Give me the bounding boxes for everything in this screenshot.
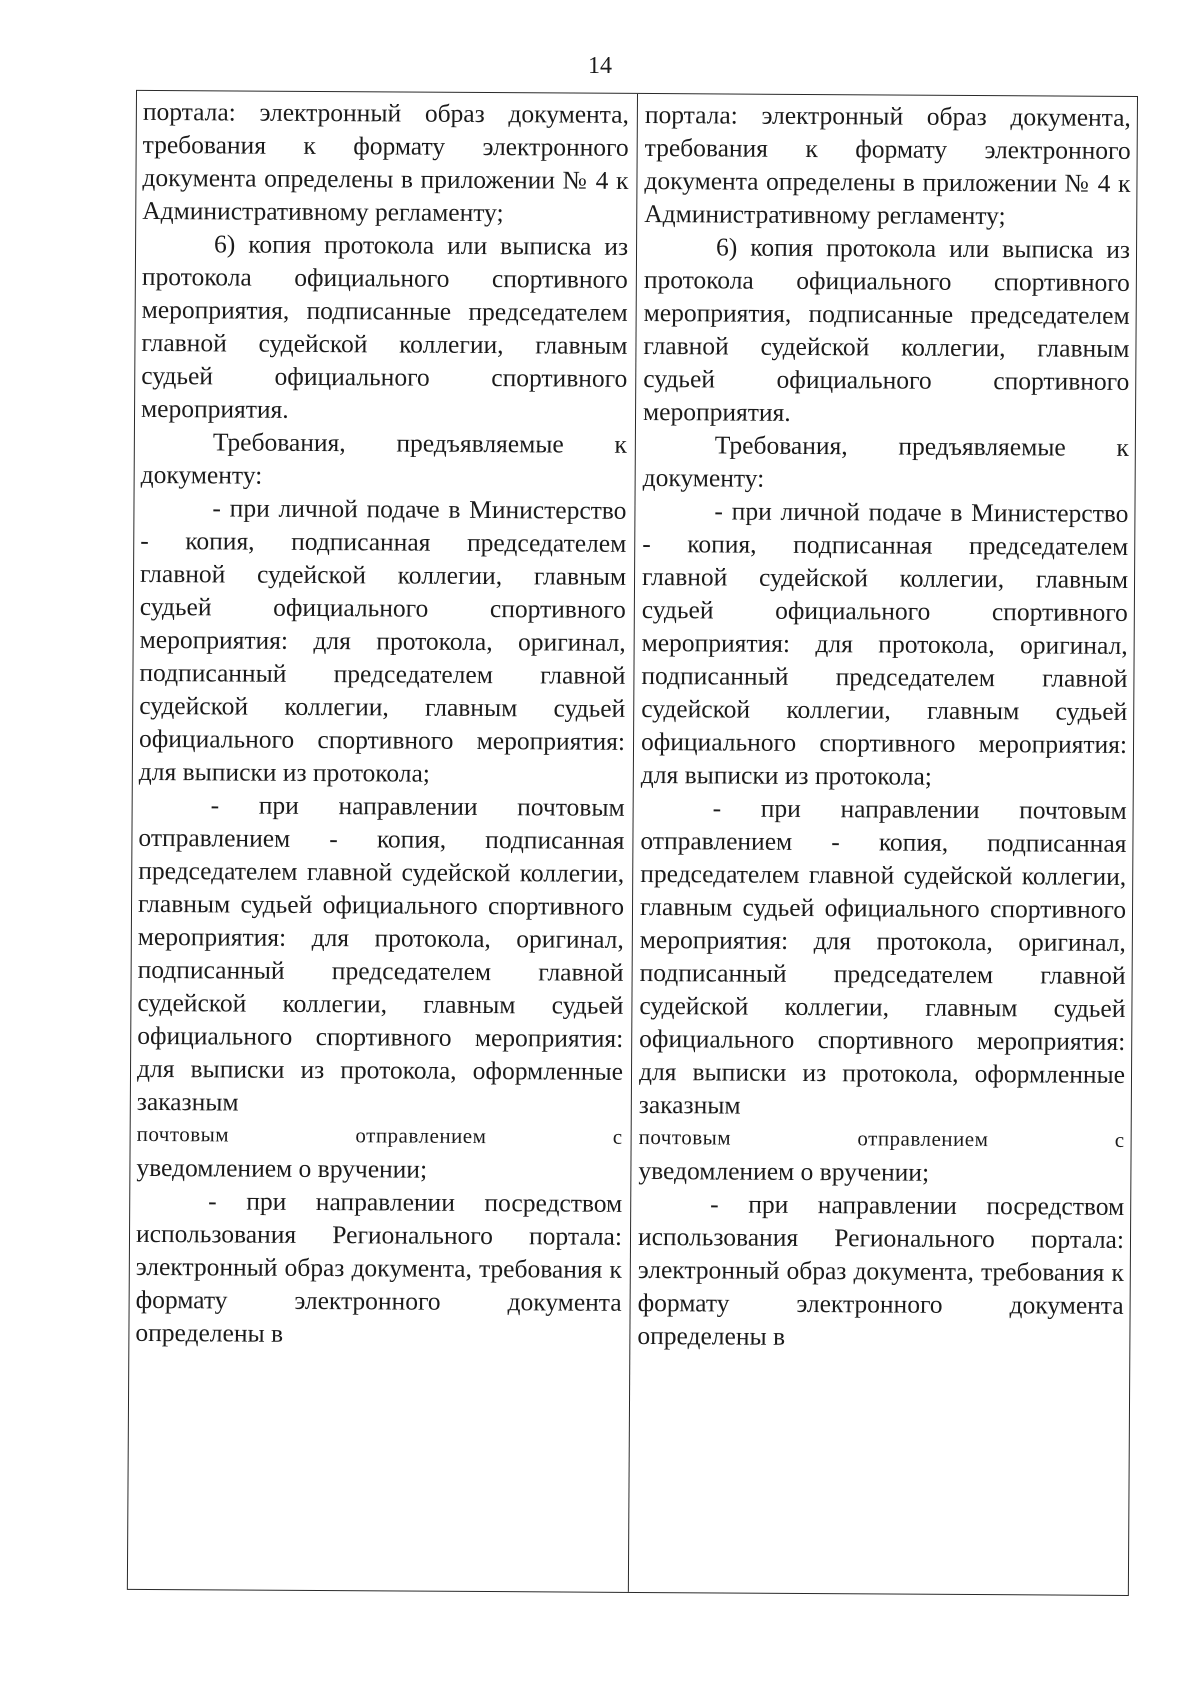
paragraph: портала: электронный образ документа, требования к формату электронного документа определены в приложении № 4 к Административному регламенту; bbox=[644, 99, 1131, 231]
left-column bbox=[135, 95, 629, 1352]
column-divider bbox=[628, 94, 638, 1592]
paragraph: - при личной подаче в Министерство - копия, подписанная председателем главной судейской коллегии, главным судьей официального спортивного мероприятия: для протокола, оригинал, подписанный председателем главной судейской коллегии, главным судьей официального спортивного мероприятия: для выписки из протокола; bbox=[640, 496, 1129, 791]
paragraph: уведомлением о вручении; bbox=[136, 1152, 428, 1184]
paragraph: уведомлением о вручении; bbox=[638, 1155, 930, 1187]
paragraph: - при направлении почтовым отправлением - копия, подписанная председателем главной судейской коллегии, главным судьей официального спортивного мероприятия: для протокола, оригинал, подписанный председателем главной судейской коллегии, главным судьей официального спортивного мероприятия: для выписки из протокола, оформленные заказным bbox=[638, 793, 1127, 1120]
paragraph: - при направлении посредством использования Регионального портала: электронный образ документа, требования к формату электронного документа определены в bbox=[135, 1186, 623, 1348]
comparison-table bbox=[127, 90, 1138, 1596]
paragraph: - при направлении почтовым отправлением - копия, подписанная председателем главной судейской коллегии, главным судьей официального спортивного мероприятия: для протокола, оригинал, подписанный председателем главной судейской коллегии, главным судьей официального спортивного мероприятия: для выписки из протокола, оформленные заказным bbox=[136, 790, 625, 1117]
paragraph: Требования, предъявляемые к документу: bbox=[642, 430, 1129, 493]
paragraph: 6) копия протокола или выписка из протокола официального спортивного мероприятия, подписанные председателем главной судейской коллегии, главным судьей официального спортивного мероприятия. bbox=[140, 229, 629, 424]
paragraph: 6) копия протокола или выписка из протокола официального спортивного мероприятия, подписанные председателем главной судейской коллегии, главным судьей официального спортивного мероприятия. bbox=[642, 232, 1131, 427]
page-number: 14 bbox=[588, 53, 612, 79]
paragraph: почтовым отправлением с bbox=[638, 1124, 1125, 1152]
right-column bbox=[637, 98, 1131, 1355]
paragraph: - при направлении посредством использования Регионального портала: электронный образ документа, требования к формату электронного документа определены в bbox=[637, 1189, 1125, 1351]
paragraph: Требования, предъявляемые к документу: bbox=[140, 427, 627, 490]
paragraph: - при личной подаче в Министерство - копия, подписанная председателем главной судейской коллегии, главным судьей официального спортивного мероприятия: для протокола, оригинал, подписанный председателем главной судейской коллегии, главным судьей официального спортивного мероприятия: для выписки из протокола; bbox=[138, 493, 627, 788]
paragraph: портала: электронный образ документа, требования к формату электронного документа определены в приложении № 4 к Административному регламенту; bbox=[142, 96, 629, 228]
paragraph: почтовым отправлением с bbox=[136, 1121, 623, 1149]
